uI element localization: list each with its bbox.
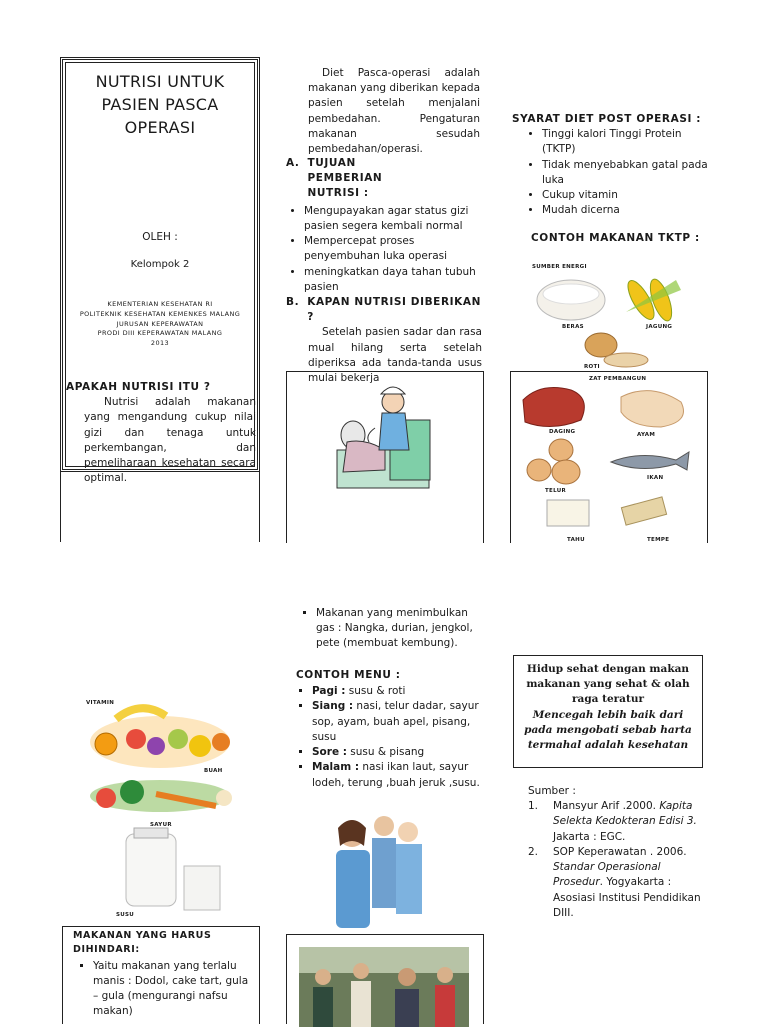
intro-section xyxy=(308,66,480,157)
protein-foods-frame xyxy=(510,371,708,543)
menu-heading: CONTOH MENU : xyxy=(296,669,401,681)
reference-title: Kapita Selekta Kedokteran Edisi 3. xyxy=(553,800,697,828)
energy-foods-image xyxy=(526,260,694,370)
list-item: ▪ Yaitu makanan yang terlalu manis : Dodol, cake tart, gula – gula (mengurangi nafsu makan) xyxy=(93,959,253,1020)
kapan-heading: KAPAN NUTRISI DIBERIKAN ? xyxy=(307,295,481,324)
label-sayur: SAYUR xyxy=(150,822,172,828)
tujuan-prefix: A. xyxy=(286,157,300,169)
cover-title-line: PASIEN PASCA xyxy=(101,95,219,115)
apakah-section xyxy=(66,380,256,487)
reference-author: Mansyur Arif .2000. xyxy=(553,800,660,813)
label-tahu: TAHU xyxy=(567,537,585,543)
menu-text: nasi ikan laut, sayur lodeh, terung ,buah jeruk ,susu. xyxy=(312,761,480,789)
kapan-prefix: B. xyxy=(286,295,300,308)
list-item: ▪ Makanan yang menimbulkan gas : Nangka, durian, jengkol, pete (membuat kembung). xyxy=(316,606,478,652)
motto-box xyxy=(513,655,703,768)
reference-item xyxy=(528,799,706,845)
syarat-heading: SYARAT DIET POST OPERASI : xyxy=(512,113,702,125)
menu-text: susu & pisang xyxy=(346,746,425,759)
institution-line: JURUSAN KEPERAWATAN xyxy=(116,319,204,328)
label-ayam: AYAM xyxy=(637,432,656,438)
reference-title: Standar Operasional Prosedur xyxy=(553,861,661,889)
kelompok-label: Kelompok 2 xyxy=(130,259,190,270)
menu-item xyxy=(312,745,482,760)
institution-line: 2013 xyxy=(150,339,170,347)
cover-title-line: NUTRISI UNTUK xyxy=(95,72,225,91)
list-item: • Mempercepat proses penyembuhan luka operasi xyxy=(304,234,482,264)
nurse-patient-illustration xyxy=(335,380,435,490)
menu-section xyxy=(296,668,482,791)
nurses-photo xyxy=(328,806,432,932)
sumber-section xyxy=(528,784,706,921)
label-beras: BERAS xyxy=(562,324,584,330)
menu-item xyxy=(312,699,482,745)
label-vitamin: VITAMIN xyxy=(86,700,115,706)
fruit-veg-milk-drawing xyxy=(76,694,246,922)
institution-block xyxy=(71,300,249,349)
reference-number: 2. xyxy=(528,845,539,858)
staff-photo-frame xyxy=(286,934,484,1024)
menu-time-label: Malam : xyxy=(312,761,360,774)
tujuan-section xyxy=(286,156,482,386)
menu-time-label: Sore : xyxy=(312,746,347,759)
apakah-heading: APAKAH NUTRISI ITU ? xyxy=(66,381,211,393)
syarat-section xyxy=(512,112,712,246)
nurses-drawing xyxy=(328,806,432,932)
label-susu: SUSU xyxy=(116,912,135,918)
syarat-list xyxy=(512,127,712,218)
label-buah: BUAH xyxy=(204,768,223,774)
institution-line: POLITEKNIK KESEHATAN KEMENKES MALANG xyxy=(79,309,241,318)
institution-line: PRODI DIII KEPERAWATAN MALANG xyxy=(97,329,223,338)
contoh-tktp-heading: CONTOH MAKANAN TKTP : xyxy=(531,231,700,244)
reference-item xyxy=(528,845,706,921)
label-ikan: IKAN xyxy=(647,475,664,481)
cover-title-line: OPERASI xyxy=(124,118,196,138)
intro-body: Diet Pasca-operasi adalah makanan yang diberikan kepada pasien setelah menjalani pembedahan. Pengaturan makanan sesudah pembedahan/operasi. xyxy=(308,67,481,156)
hindari-list xyxy=(73,959,253,1020)
kapan-body: Setelah pasien sadar dan rasa mual hilang serta setelah diperiksa ada tanda-tanda usus mulai bekerja xyxy=(308,326,482,385)
hindari-section xyxy=(62,926,260,1024)
label-jagung: JAGUNG xyxy=(646,324,673,330)
reference-author: SOP Keperawatan . 2006. xyxy=(553,845,687,858)
label-sumber-energi: SUMBER ENERGI xyxy=(532,264,587,270)
reference-publisher: Jakarta : EGC. xyxy=(553,830,626,843)
list-item: • Tidak menyebabkan gatal pada luka xyxy=(542,158,712,188)
nurse-image-frame xyxy=(286,371,484,543)
menu-item xyxy=(312,684,482,699)
label-zat-pembangun: ZAT PEMBANGUN xyxy=(589,376,647,382)
institution-line: KEMENTERIAN KESEHATAN RI xyxy=(107,300,213,308)
menu-text: susu & roti xyxy=(345,685,406,698)
label-roti: ROTI xyxy=(584,364,600,370)
list-item: • Mengupayakan agar status gizi pasien segera kembali normal xyxy=(304,204,482,234)
reference-number: 1. xyxy=(528,800,539,813)
list-item: • Cukup vitamin xyxy=(542,188,712,203)
tujuan-list xyxy=(286,204,482,295)
tujuan-heading: TUJUAN PEMBERIAN NUTRISI : xyxy=(307,157,383,200)
menu-item xyxy=(312,760,482,790)
hindari-list-continued xyxy=(300,606,478,652)
protein-foods-drawing xyxy=(511,372,706,542)
menu-time-label: Siang : xyxy=(312,700,354,713)
apakah-body: Nutrisi adalah makanan yang mengandung cukup nilai gizi dan tenaga untuk perkembangan, dan pemeliharaan kesehatan secara optimal. xyxy=(84,396,256,485)
label-tempe: TEMPE xyxy=(647,537,670,543)
energy-foods-drawing xyxy=(526,260,694,370)
sumber-heading: Sumber : xyxy=(528,785,576,797)
motto-line-1: Hidup sehat dengan makan makanan yang sehat & olah raga teratur xyxy=(526,663,690,706)
fruit-veg-milk-image xyxy=(76,694,246,922)
menu-time-label: Pagi : xyxy=(312,685,346,698)
hindari-continued xyxy=(300,606,478,652)
oleh-label: OLEH : xyxy=(142,231,178,243)
menu-text: nasi, telur dadar, sayur sop, ayam, buah apel, pisang, susu xyxy=(312,700,479,743)
label-daging: DAGING xyxy=(549,429,576,435)
cover-title xyxy=(73,70,247,140)
menu-list xyxy=(296,684,482,791)
hindari-heading: MAKANAN YANG HARUS DIHINDARI: xyxy=(73,930,212,955)
list-item: • Mudah dicerna xyxy=(542,203,712,218)
list-item: • meningkatkan daya tahan tubuh pasien xyxy=(304,265,482,295)
motto-line-2: Mencegah lebih baik dari pada mengobati sebab harta termahal adalah kesehatan xyxy=(524,708,692,752)
list-item: • Tinggi kalori Tinggi Protein (TKTP) xyxy=(542,127,712,157)
staff-photo xyxy=(299,947,469,1027)
reference-publisher: . Yogyakarta : Asosiasi Institusi Pendidikan DIII. xyxy=(553,876,701,919)
label-telur: TELUR xyxy=(545,488,567,494)
